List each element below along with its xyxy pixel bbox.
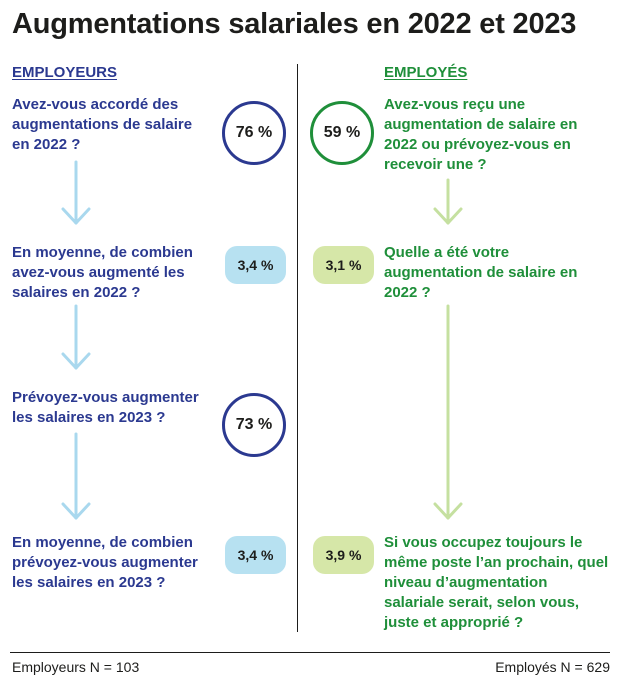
employes-question-1: Avez-vous reçu une augmentation de salaire en 2022 ou prévoyez-vous en recevoir une ? [384, 96, 578, 173]
employes-value-2: 3,1 % [313, 246, 374, 284]
employeurs-question-4: En moyenne, de combien prévoyez-vous augmenter les salaires en 2023 ? [12, 534, 198, 591]
employeurs-value-1: 76 % [222, 101, 286, 165]
employes-question-3: Si vous occupez toujours le même poste l’an prochain, quel niveau d’augmentation salariale serait, selon vous, juste et approprié ? [384, 534, 609, 631]
employeurs-question-2: En moyenne, de combien avez-vous augmenté les salaires en 2022 ? [12, 244, 193, 301]
footer-divider [10, 652, 610, 653]
arrow-employeurs-2 [63, 306, 89, 368]
footer-employes-n: Employés N = 629 [495, 659, 610, 675]
employeurs-value-3: 73 % [222, 393, 286, 457]
employeurs-value-4: 3,4 % [225, 536, 286, 574]
employes-value-3: 3,9 % [313, 536, 374, 574]
employeurs-question-3: Prévoyez-vous augmenter les salaires en 2023 ? [12, 389, 199, 426]
employeurs-heading: EMPLOYEURS [12, 64, 118, 81]
employes-value-1: 59 % [310, 101, 374, 165]
arrow-employes-1 [435, 180, 461, 223]
employes-heading: EMPLOYÉS [384, 64, 468, 81]
arrow-employes-2 [435, 306, 461, 518]
employeurs-value-2: 3,4 % [225, 246, 286, 284]
employes-question-2: Quelle a été votre augmentation de salaire en 2022 ? [384, 244, 578, 301]
arrow-employeurs-3 [63, 434, 89, 518]
page-title: Augmentations salariales en 2022 et 2023 [12, 8, 577, 40]
footer-employeurs-n: Employeurs N = 103 [12, 659, 140, 675]
arrow-employeurs-1 [63, 162, 89, 223]
employeurs-question-1: Avez-vous accordé des augmentations de salaire en 2022 ? [12, 96, 193, 153]
